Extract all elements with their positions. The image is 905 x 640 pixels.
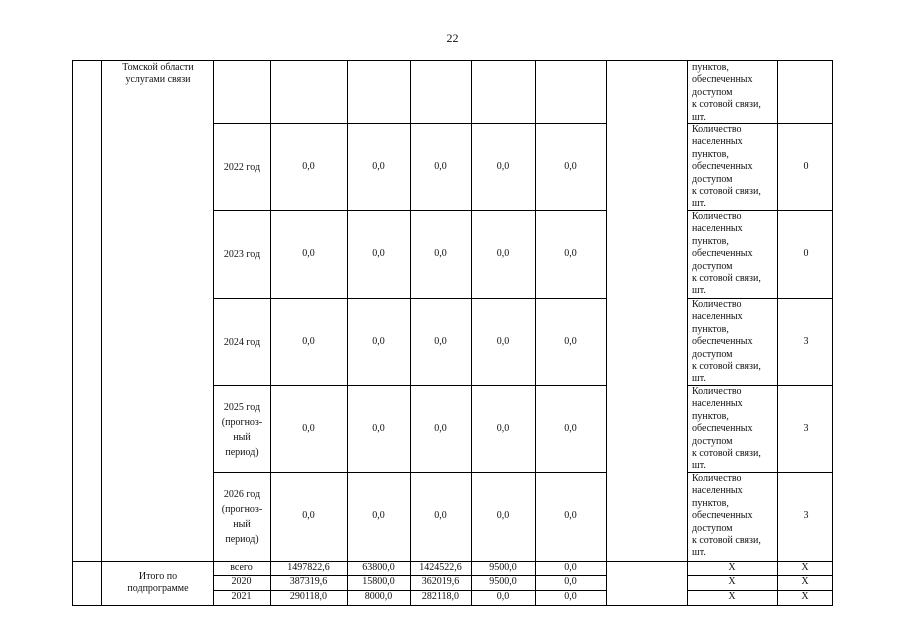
amount-cell: 0,0: [564, 422, 577, 434]
amount-cell: 0,0: [496, 247, 510, 259]
amount-cell: 0,0: [372, 160, 385, 172]
summary-amount: 0,0: [564, 562, 577, 573]
amount-cell: 0,0: [434, 509, 447, 521]
summary-amount: 8000,0: [364, 591, 393, 602]
summary-amount: 362019,6: [421, 576, 460, 587]
summary-amount: 0,0: [496, 591, 510, 602]
amount-cell: 0,0: [564, 160, 577, 172]
summary-amount: 63800,0: [362, 562, 395, 573]
summary-period: 2020: [231, 576, 252, 587]
amount-cell: 0,0: [372, 509, 385, 521]
summary-amount: 1424522,6: [419, 562, 462, 573]
amount-cell: 0,0: [434, 247, 447, 259]
summary-indicator: Х: [728, 591, 736, 602]
indicator-name: Количество населенных пунктов, обеспеченных доступом к сотовой связи, шт.: [692, 386, 761, 472]
amount-cell: 0,0: [434, 335, 447, 347]
summary-label: Итого по подпрограмме: [127, 571, 189, 594]
summary-amount: 1497822,6: [287, 562, 330, 573]
summary-amount: 0,0: [564, 591, 577, 602]
amount-cell: 0,0: [372, 422, 385, 434]
summary-amount: 9500,0: [489, 562, 517, 573]
summary-indicator: Х: [728, 562, 736, 573]
summary-target: Х: [801, 576, 809, 587]
summary-period: всего: [230, 562, 253, 573]
amount-cell: 0,0: [302, 509, 315, 521]
amount-cell: 0,0: [496, 160, 510, 172]
indicator-target: 0: [803, 247, 809, 259]
amount-cell: 0,0: [564, 509, 577, 521]
indicator-name: Количество населенных пунктов, обеспеченных доступом к сотовой связи, шт.: [692, 211, 761, 297]
summary-amount: 282118,0: [421, 591, 460, 602]
amount-cell: 0,0: [496, 422, 510, 434]
summary-target: Х: [801, 591, 809, 602]
indicator-target: 3: [803, 335, 809, 347]
amount-cell: 0,0: [434, 422, 447, 434]
year-label: 2024 год: [223, 337, 261, 348]
page-number: 22: [446, 31, 459, 45]
indicator-target: 3: [803, 509, 809, 521]
year-label: 2026 год (прогноз- ный период): [221, 488, 263, 545]
summary-amount: 290118,0: [289, 591, 328, 602]
summary-amount: 0,0: [564, 576, 577, 587]
year-label: 2023 год: [223, 249, 261, 260]
indicator-target: 3: [803, 422, 809, 434]
year-label: 2025 год (прогноз- ный период): [221, 401, 263, 458]
amount-cell: 0,0: [372, 247, 385, 259]
amount-cell: 0,0: [496, 335, 510, 347]
amount-cell: 0,0: [302, 247, 315, 259]
summary-amount: 387319,6: [289, 576, 328, 587]
summary-amount: 15800,0: [362, 576, 395, 587]
summary-indicator: Х: [728, 576, 736, 587]
indicator-name: Количество населенных пунктов, обеспеченных доступом к сотовой связи, шт.: [692, 124, 761, 210]
amount-cell: 0,0: [302, 422, 315, 434]
year-label: 2022 год: [223, 162, 261, 173]
summary-period: 2021: [231, 591, 252, 602]
indicator-continuation: пунктов, обеспеченных доступом к сотовой связи, шт.: [692, 62, 761, 123]
amount-cell: 0,0: [564, 247, 577, 259]
amount-cell: 0,0: [302, 335, 315, 347]
row-header-text: Томской области услугами связи: [122, 62, 194, 86]
amount-cell: 0,0: [564, 335, 577, 347]
amount-cell: 0,0: [372, 335, 385, 347]
summary-target: Х: [801, 562, 809, 573]
amount-cell: 0,0: [302, 160, 315, 172]
indicator-target: 0: [803, 160, 809, 172]
indicator-name: Количество населенных пунктов, обеспеченных доступом к сотовой связи, шт.: [692, 299, 761, 385]
summary-amount: 9500,0: [489, 576, 517, 587]
indicator-name: Количество населенных пунктов, обеспеченных доступом к сотовой связи, шт.: [692, 473, 761, 559]
amount-cell: 0,0: [434, 160, 447, 172]
amount-cell: 0,0: [496, 509, 510, 521]
